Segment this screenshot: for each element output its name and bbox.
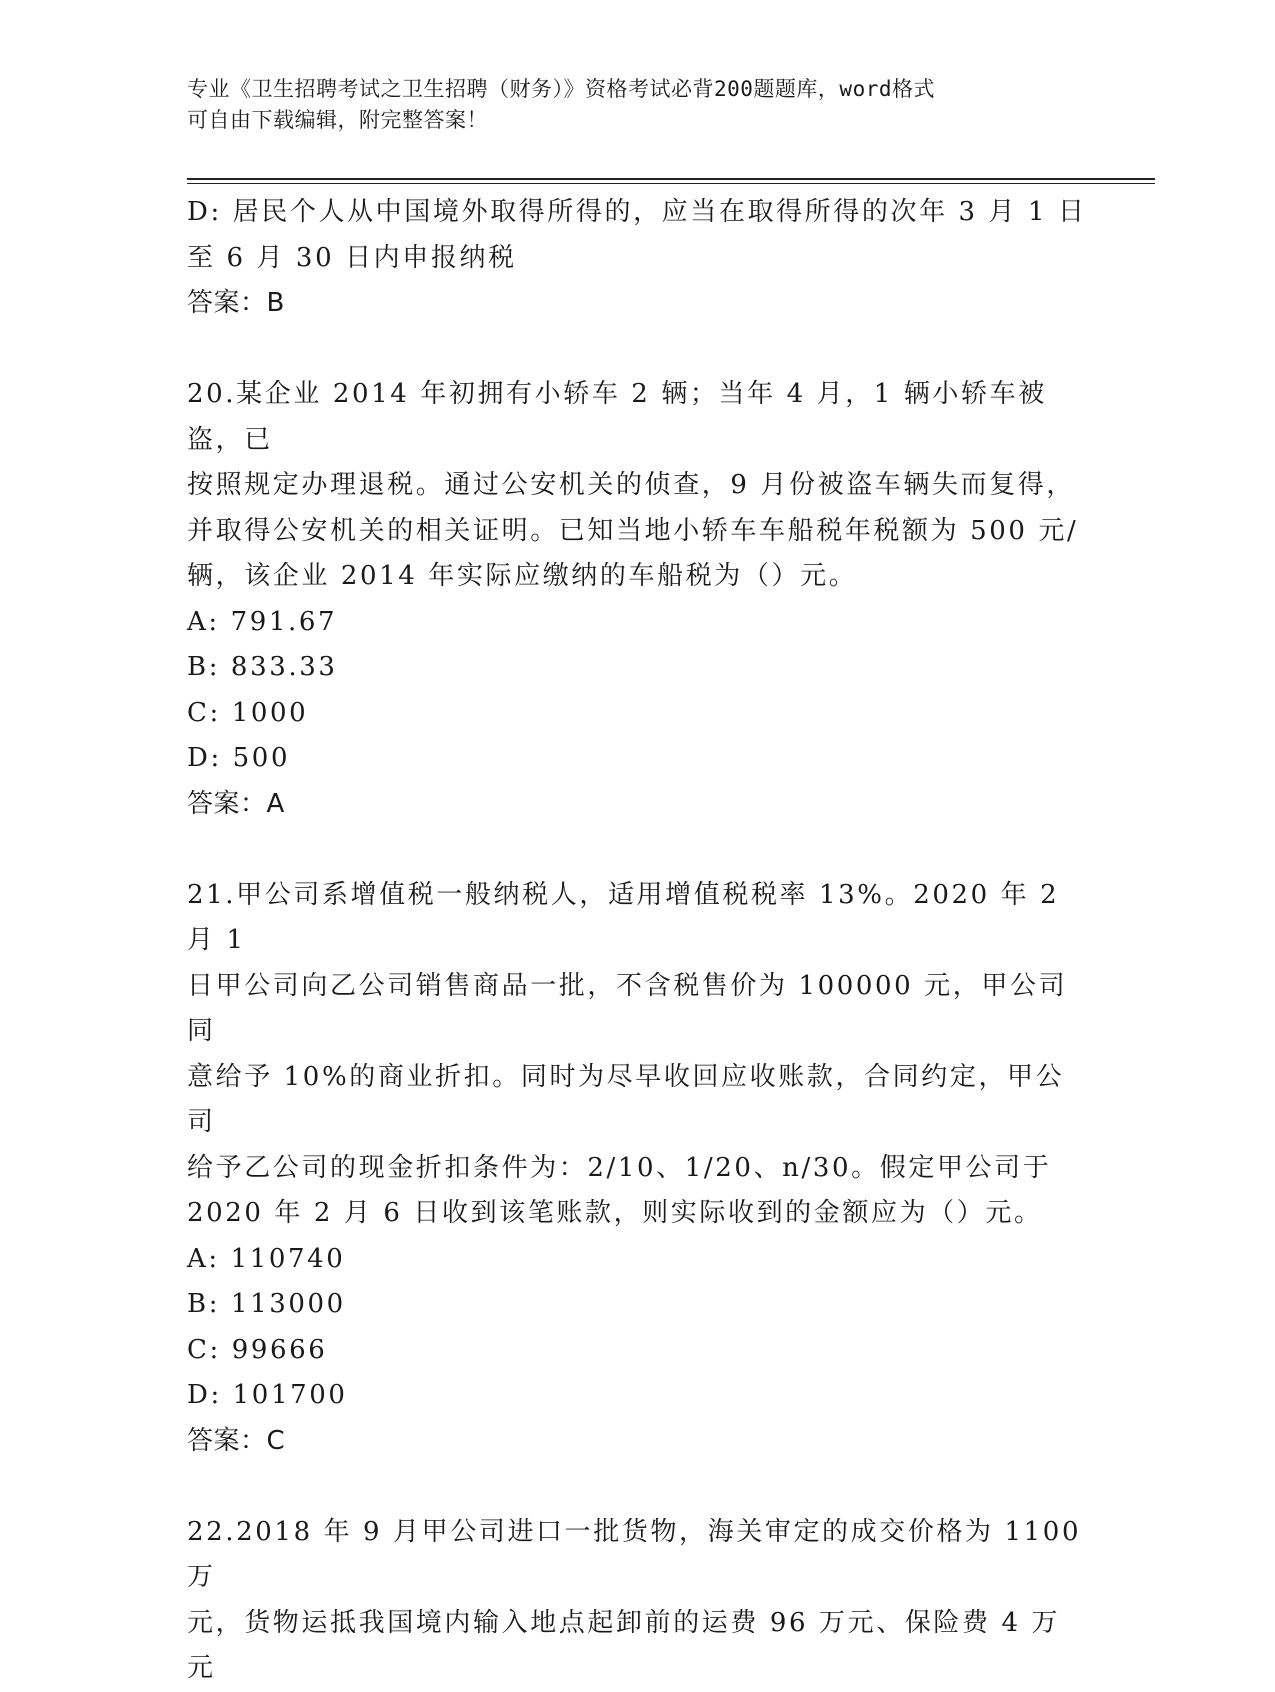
option-d: D: 居民个人从中国境外取得所得的，应当在取得所得的次年 3 月 1 日 xyxy=(187,197,1087,227)
question-20 xyxy=(187,372,1087,827)
question-stem-line: 并取得公安机关的相关证明。已知当地小轿车车船税年税额为 500 元/ xyxy=(187,515,1079,546)
spacer xyxy=(187,827,1087,873)
option-a: A: 110740 xyxy=(187,1243,346,1274)
spacer xyxy=(187,327,1087,373)
question-stem-line: 意给予 10%的商业折扣。同时为尽早收回应收账款，合同约定，甲公司 xyxy=(187,1061,1065,1137)
question-22 xyxy=(187,1510,1087,1692)
option-d: D: 500 xyxy=(187,743,291,773)
question-21 xyxy=(187,873,1087,1465)
answer-line: 答案：C xyxy=(187,1425,286,1456)
spacer xyxy=(187,1464,1087,1510)
question-stem-line: 2020 年 2 月 6 日收到该笔账款，则实际收到的金额应为（）元。 xyxy=(187,1198,1043,1228)
option-c: C: 1000 xyxy=(187,697,309,728)
question-stem-line: 21.甲公司系增值税一般纳税人，适用增值税税率 13%。2020 年 2 月 1 xyxy=(187,879,1060,955)
document-header xyxy=(187,74,1067,136)
previous-question-tail xyxy=(187,190,1087,327)
answer-line: 答案：B xyxy=(187,288,285,318)
answer-line: 答案：A xyxy=(187,788,285,819)
option-b: B: 113000 xyxy=(187,1289,346,1319)
header-title-line-2: 可自由下载编辑，附完整答案！ xyxy=(187,108,488,132)
option-b: B: 833.33 xyxy=(187,652,338,682)
question-stem-line: 按照规定办理退税。通过公安机关的侦查，9 月份被盗车辆失而复得， xyxy=(187,470,1076,500)
option-d-continued: 至 6 月 30 日内申报纳税 xyxy=(187,242,517,273)
option-c: C: 99666 xyxy=(187,1334,328,1365)
header-divider-thick xyxy=(187,178,1155,180)
question-stem-line: 22.2018 年 9 月甲公司进口一批货物，海关审定的成交价格为 1100 万 xyxy=(187,1516,1082,1592)
document-body xyxy=(187,190,1087,1692)
question-stem-line: 给予乙公司的现金折扣条件为：2/10、1/20、n/30。假定甲公司于 xyxy=(187,1152,1052,1183)
header-divider-thin xyxy=(187,183,1155,184)
option-d: D: 101700 xyxy=(187,1380,348,1410)
question-stem-line: 元，货物运抵我国境内输入地点起卸前的运费 96 万元、保险费 4 万元 xyxy=(187,1607,1061,1683)
question-stem-line: 辆，该企业 2014 年实际应缴纳的车船税为（）元。 xyxy=(187,561,858,591)
header-title-line-1: 专业《卫生招聘考试之卫生招聘（财务）》资格考试必背200题题库，word格式 xyxy=(187,77,935,101)
question-stem-line: 日甲公司向乙公司销售商品一批，不含税售价为 100000 元，甲公司同 xyxy=(187,970,1068,1046)
question-stem-line: 20.某企业 2014 年初拥有小轿车 2 辆；当年 4 月，1 辆小轿车被盗，已 xyxy=(187,379,1047,455)
option-a: A: 791.67 xyxy=(187,606,338,637)
